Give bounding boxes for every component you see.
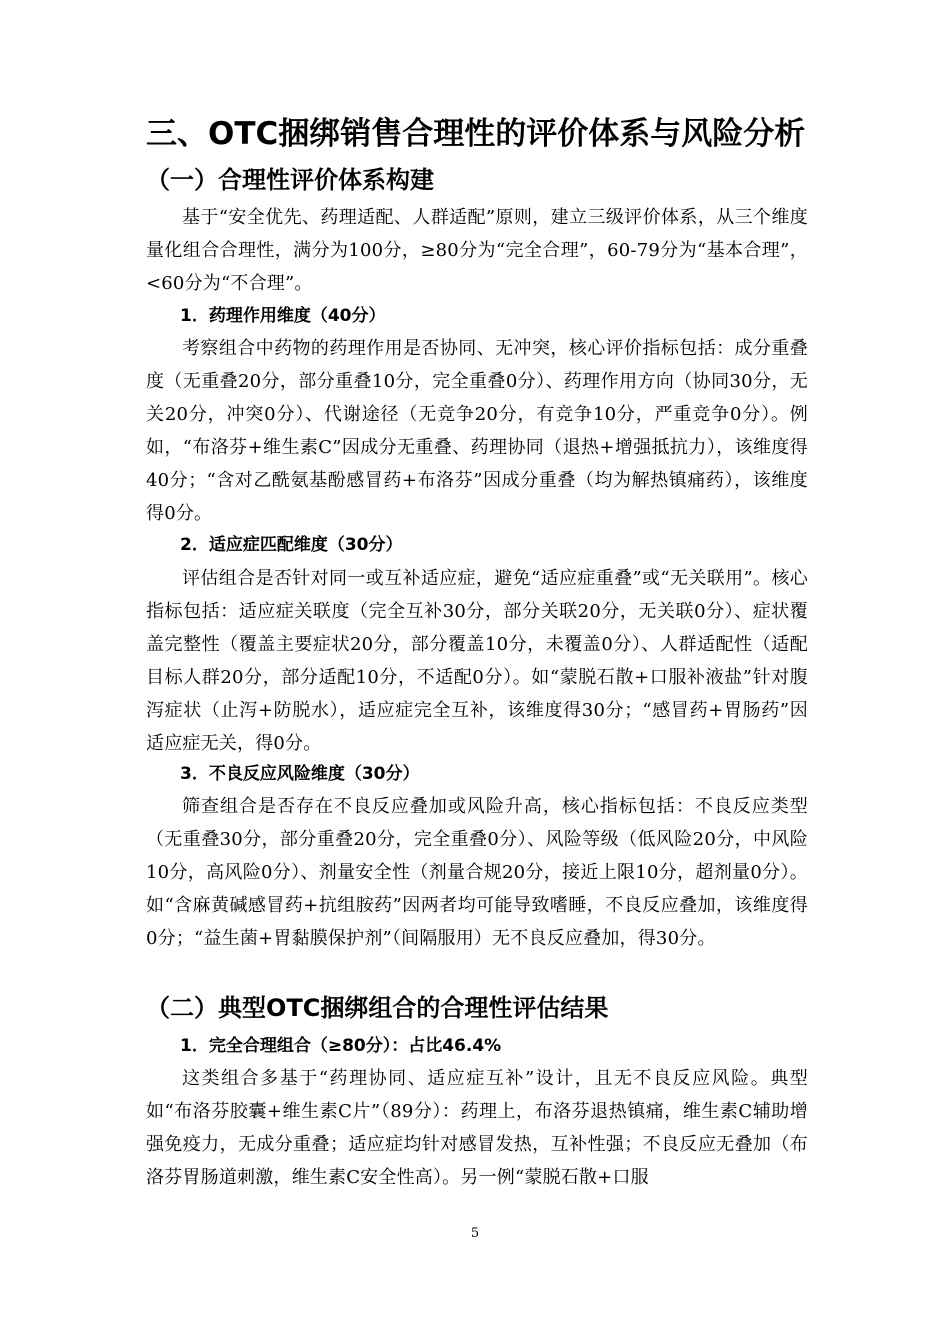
page-number: 5	[470, 1226, 480, 1241]
subheading-indication: 2．适应症匹配维度（30分）	[180, 535, 403, 555]
subheading-pharmacology: 1．药理作用维度（40分）	[180, 306, 386, 326]
paragraph-pharmacology: 考察组合中药物的药理作用是否协同、无冲突，核心评价指标包括：成分重叠度（无重叠20分，部分重叠10分，完全重叠0分）、药理作用方向（协同30分，无关20分，冲突0分）、代谢途径（无竞争20分，有竞争10分，严重竞争0分）。例如，“布洛芬+维生素C”因成分无重叠、药理协同（退热+增强抵抗力），该维度得40分；“含对乙酰氨基酚感冒药+布洛芬”因成分重叠（均为解热镇痛药），该维度得0分。	[146, 338, 808, 524]
paragraph-intro: 基于“安全优先、药理适配、人群适配”原则，建立三级评价体系，从三个维度量化组合合理性，满分为100分，≥80分为“完全合理”，60-79分为“基本合理”，<60分为“不合理”。	[146, 207, 808, 294]
paragraph-fully-reasonable: 这类组合多基于“药理协同、适应症互补”设计，且无不良反应风险。典型如“布洛芬胶囊+维生素C片”（89分）：药理上，布洛芬退热镇痛，维生素C辅助增强免疫力，无成分重叠；适应症均针对感冒发热，互补性强；不良反应无叠加（布洛芬胃肠道刺激，维生素C安全性高）。另一例“蒙脱石散+口服	[146, 1068, 808, 1188]
subheading-adverse-reaction: 3．不良反应风险维度（30分）	[180, 764, 420, 784]
section-heading-evaluation-system: （一）合理性评价体系构建	[146, 166, 434, 194]
paragraph-indication: 评估组合是否针对同一或互补适应症，避免“适应症重叠”或“无关联用”。核心指标包括：适应症关联度（完全互补30分，部分关联20分，无关联0分）、症状覆盖完整性（覆盖主要症状20分，部分覆盖10分，未覆盖0分）、人群适配性（适配目标人群20分，部分适配10分，不适配0分）。如“蒙脱石散+口服补液盐”针对腹泻症状（止泻+防脱水），适应症完全互补，该维度得30分；“感冒药+胃肠药”因适应症无关，得0分。	[146, 568, 808, 754]
subheading-fully-reasonable: 1．完全合理组合（≥80分）：占比46.4%	[180, 1036, 502, 1056]
chapter-title: 三、OTC捆绑销售合理性的评价体系与风险分析	[146, 116, 806, 152]
paragraph-adverse-reaction: 筛查组合是否存在不良反应叠加或风险升高，核心指标包括：不良反应类型（无重叠30分，部分重叠20分，完全重叠0分）、风险等级（低风险20分，中风险10分，高风险0分）、剂量安全性（剂量合规20分，接近上限10分，超剂量0分）。如“含麻黄碱感冒药+抗组胺药”因两者均可能导致嗜睡，不良反应叠加，该维度得0分；“益生菌+胃黏膜保护剂”（间隔服用）无不良反应叠加，得30分。	[146, 796, 808, 949]
section-heading-assessment-results: （二）典型OTC捆绑组合的合理性评估结果	[146, 994, 609, 1022]
